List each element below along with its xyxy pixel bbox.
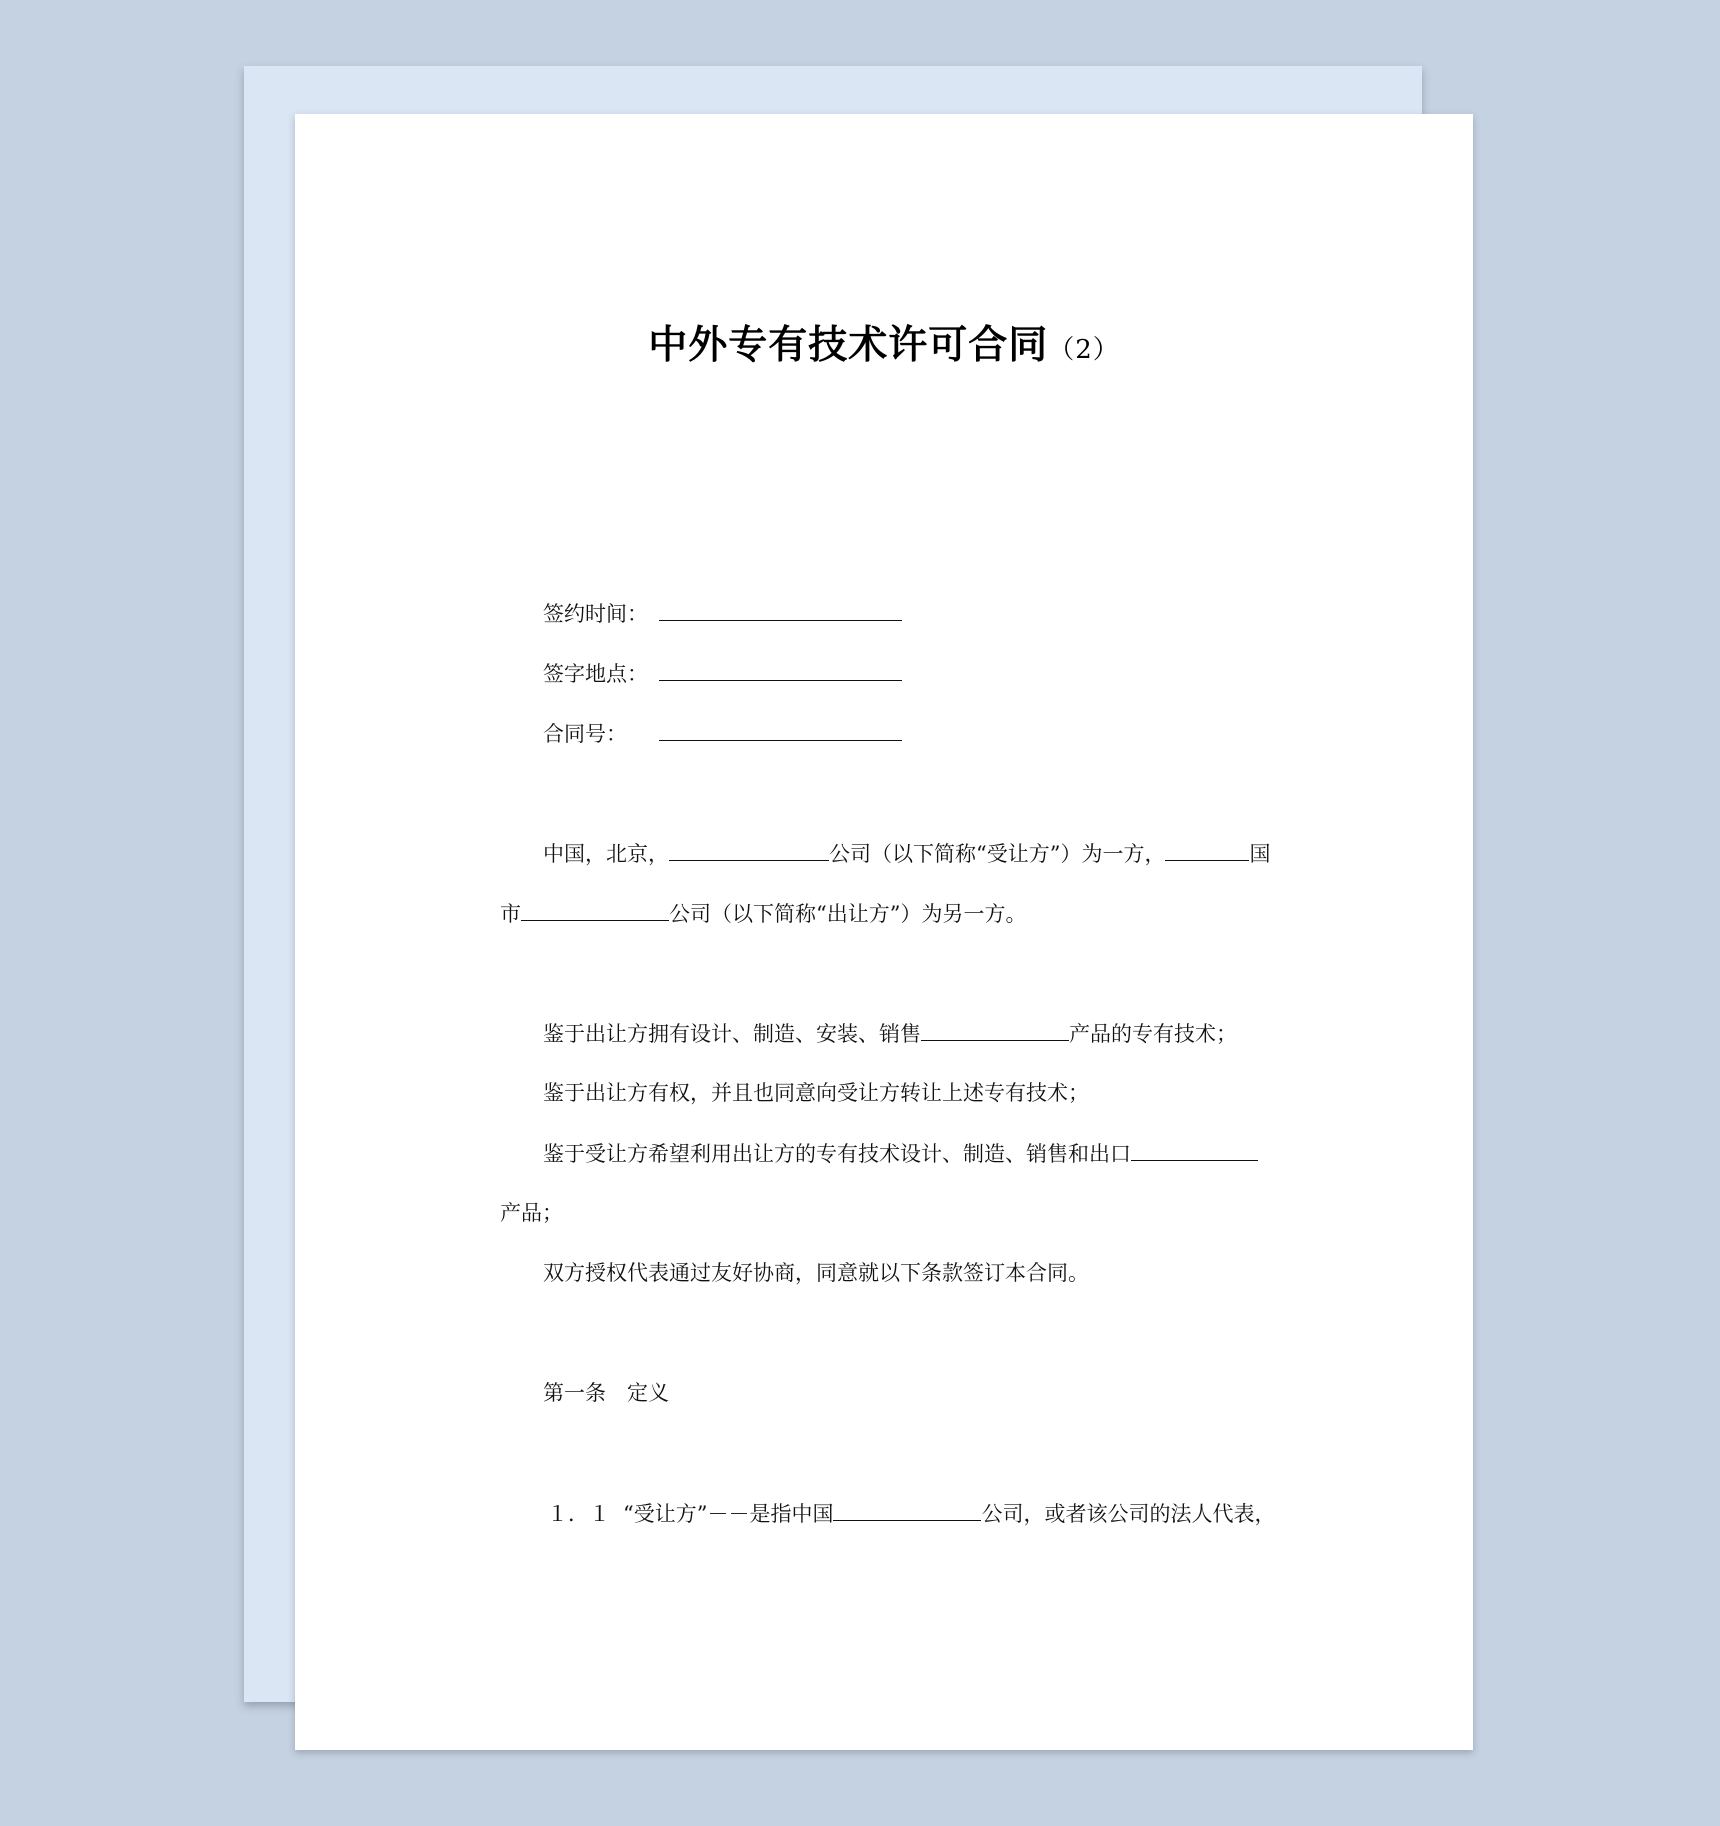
title-suffix: （2） <box>1048 335 1120 365</box>
fill-blank <box>833 1498 981 1521</box>
fill-blank <box>921 1018 1069 1041</box>
parties-line-1 <box>543 838 1270 869</box>
text: 市 <box>500 902 521 926</box>
text: “受让方”－－是指中国 <box>623 1502 834 1526</box>
article-1-heading <box>543 1378 669 1408</box>
text: 双方授权代表通过友好协商，同意就以下条款签订本合同。 <box>543 1261 1089 1285</box>
document-page <box>295 114 1473 1750</box>
text: 公司，或者该公司的法人代表， <box>981 1502 1276 1526</box>
recital-1 <box>543 1018 1237 1049</box>
text: 中国，北京， <box>543 842 669 866</box>
text: 鉴于出让方有权，并且也同意向受让方转让上述专有技术； <box>543 1081 1089 1105</box>
field-signing-place <box>543 658 902 689</box>
document-title <box>295 314 1473 370</box>
text: 国 <box>1249 842 1271 866</box>
text: 产品的专有技术； <box>1069 1022 1237 1046</box>
recital-2 <box>543 1078 1089 1108</box>
field-label: 合同号： <box>543 722 627 746</box>
fill-blank <box>1131 1138 1258 1161</box>
text: 鉴于受让方希望利用出让方的专有技术设计、制造、销售和出口 <box>543 1142 1131 1166</box>
fill-blank <box>1165 838 1249 861</box>
text: 鉴于出让方拥有设计、制造、安装、销售 <box>543 1022 921 1046</box>
fill-blank <box>521 898 669 921</box>
fill-blank <box>659 658 902 681</box>
text: 第一条 定义 <box>543 1381 669 1405</box>
field-signing-time <box>543 598 902 629</box>
recital-3-continued <box>500 1198 563 1228</box>
fill-blank <box>659 718 902 741</box>
text: 产品； <box>500 1201 563 1225</box>
text: 公司（以下简称“受让方”）为一方， <box>829 842 1166 866</box>
field-contract-number <box>543 718 902 749</box>
fill-blank <box>669 838 829 861</box>
field-label: 签字地点： <box>543 662 648 686</box>
fill-blank <box>659 598 902 621</box>
text: 公司（以下简称“出让方”）为另一方。 <box>669 902 1027 926</box>
clause-1-1 <box>547 1498 1275 1529</box>
parties-line-2 <box>500 898 1026 929</box>
clause-number: １．１ <box>547 1502 610 1526</box>
recital-4 <box>543 1258 1089 1288</box>
recital-3 <box>543 1138 1258 1169</box>
field-label: 签约时间： <box>543 602 648 626</box>
title-text: 中外专有技术许可合同 <box>648 323 1049 368</box>
